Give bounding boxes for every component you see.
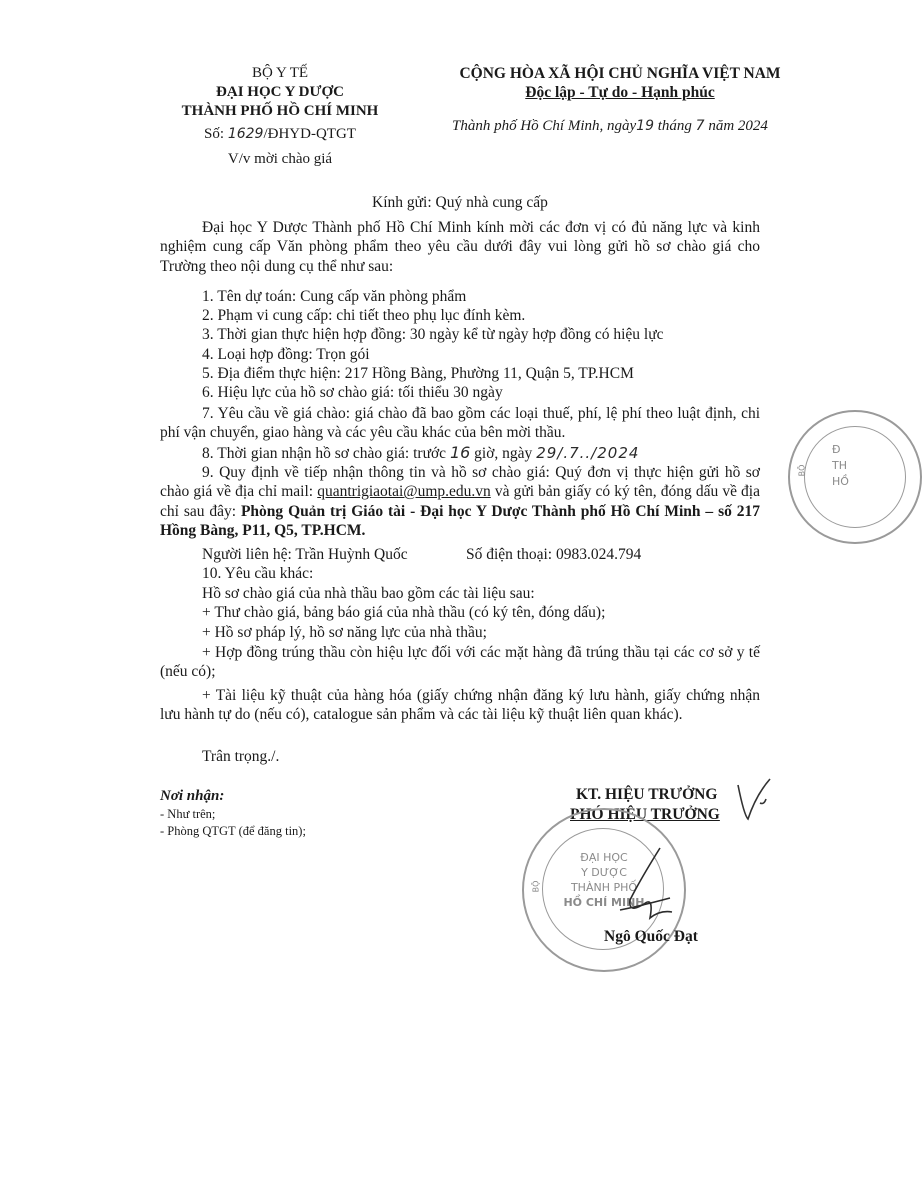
doc-number-prefix: Số: (204, 126, 225, 142)
item-6: 6. Hiệu lực của hồ sơ chào giá: tối thiểu 30 ngày (202, 384, 503, 401)
contact-person: Người liên hệ: Trần Huỳnh Quốc (202, 546, 408, 563)
university-city: THÀNH PHỐ HỒ CHÍ MINH (181, 103, 379, 119)
item-8-date-handwritten: 29/.7../2024 (536, 444, 640, 462)
item-9-text-a: 9. Quy định về tiếp nhận thông tin và hồ sơ chào giá: Quý đơn vị thực hiện gửi hồ sơ chào giá về địa chỉ mail: (160, 464, 760, 501)
delivery-address: Phòng Quản trị Giáo tài - Đại học Y Dược Thành phố Hồ Chí Minh – số 217 Hồng Bàng, P11, Q5, TP.HCM. (160, 502, 760, 539)
date-month-label: tháng (657, 118, 692, 134)
doc-requirement-3: + Hợp đồng trúng thầu còn hiệu lực đối với các mặt hàng đã trúng thầu tại các cơ sở y tế (nếu có); (160, 644, 760, 681)
doc-number-suffix: /ĐHYD-QTGT (263, 126, 356, 142)
signer-name: Ngô Quốc Đạt (604, 928, 698, 945)
nation-name: CỘNG HÒA XÃ HỘI CHỦ NGHĨA VIỆT NAM (459, 65, 781, 82)
contact-email-link[interactable]: quantrigiaotai@ump.edu.vn (317, 483, 491, 501)
doc-requirement-1: + Thư chào giá, bảng báo giá của nhà thầu (có ký tên, đóng dấu); (202, 604, 606, 621)
recipient-2: - Phòng QTGT (để đăng tin); (160, 824, 306, 838)
date-day-handwritten: 19 (636, 118, 654, 134)
closing-text: Trân trọng./. (202, 748, 280, 765)
page-seal-line-1: Đ (832, 443, 841, 456)
recipients-block (160, 788, 306, 839)
page-seal-partial (788, 410, 922, 544)
item-2: 2. Phạm vi cung cấp: chi tiết theo phụ lục đính kèm. (202, 307, 526, 324)
seal-line-2: Y DƯỢC (581, 866, 627, 879)
greeting: Kính gửi: Quý nhà cung cấp (372, 194, 548, 211)
issuer-block (150, 64, 410, 169)
university-name: ĐẠI HỌC Y DƯỢC (216, 84, 344, 100)
signature-title-2: PHÓ HIỆU TRƯỞNG (570, 806, 720, 823)
seal-line-1: ĐẠI HỌC (580, 851, 628, 864)
page-seal-line-3: HỒ (832, 475, 849, 488)
date-prefix: Thành phố Hồ Chí Minh, ngày (452, 118, 637, 134)
date-year: năm 2024 (708, 118, 768, 134)
doc-subject: V/v mời chào giá (227, 151, 333, 167)
recipients-title: Nơi nhận: (160, 788, 225, 804)
national-header (430, 64, 810, 102)
item-10: 10. Yêu cầu khác: (202, 565, 314, 582)
item-4: 4. Loại hợp đồng: Trọn gói (202, 346, 370, 363)
ministry-name: BỘ Y TẾ (251, 65, 309, 81)
item-9 (160, 463, 760, 540)
seal-line-4: HỒ CHÍ MINH (563, 896, 645, 909)
place-date (452, 118, 768, 135)
contact-phone: Số điện thoại: 0983.024.794 (466, 546, 642, 563)
recipient-1: - Như trên; (160, 807, 216, 821)
national-motto: Độc lập - Tự do - Hạnh phúc (525, 84, 715, 101)
item-8 (202, 443, 639, 463)
seal-line-3: THÀNH PHỐ (570, 881, 638, 894)
handwritten-signature (600, 840, 690, 930)
date-month-handwritten: 7 (695, 118, 705, 134)
item-3: 3. Thời gian thực hiện hợp đồng: 30 ngày kể từ ngày hợp đồng có hiệu lực (202, 326, 664, 343)
signature-initial-mark (730, 775, 790, 825)
item-8-hour-handwritten: 16 (449, 443, 471, 462)
doc-requirement-2: + Hồ sơ pháp lý, hồ sơ năng lực của nhà thầu; (202, 624, 487, 641)
doc-requirement-4: + Tài liệu kỹ thuật của hàng hóa (giấy chứng nhận đăng ký lưu hành, giấy chứng nhận lưu hành tự do (nếu có), catalogue sản phẩm và các tài liệu kỹ thuật liên quan khác). (160, 687, 760, 724)
page-seal-line-2: TH (832, 459, 847, 472)
item-7: 7. Yêu cầu về giá chào: giá chào đã bao gồm các loại thuế, phí, lệ phí theo luật định, chi phí vận chuyển, giao hàng và các yêu cầu khác của bên mời thầu. (160, 405, 760, 442)
item-5: 5. Địa điểm thực hiện: 217 Hồng Bàng, Phường 11, Quận 5, TP.HCM (202, 365, 634, 382)
item-9-text-b: và gửi bản giấy có ký tên, đóng dấu về địa chỉ sau đây: (160, 483, 760, 520)
page-seal-side-text: BỘ (797, 464, 807, 477)
item-8-prefix: 8. Thời gian nhận hồ sơ chào giá: trước (202, 445, 447, 462)
document-number (150, 125, 410, 144)
signature-title-1: KT. HIỆU TRƯỞNG (576, 786, 718, 803)
page-seal-text (832, 442, 849, 490)
intro-paragraph: Đại học Y Dược Thành phố Hồ Chí Minh kính mời các đơn vị có đủ năng lực và kinh nghiệm cung cấp Văn phòng phẩm theo yêu cầu dưới đây vui lòng gửi hồ sơ chào giá cho Trường theo nội dung cụ thể như sau: (160, 219, 760, 275)
doc-number-handwritten: 1629 (227, 126, 264, 142)
docs-intro: Hồ sơ chào giá của nhà thầu bao gồm các tài liệu sau: (202, 585, 535, 602)
item-8-mid: giờ, ngày (474, 445, 533, 462)
page-seal-inner-ring (804, 426, 906, 528)
seal-side-text: BỘ (531, 880, 541, 893)
item-1: 1. Tên dự toán: Cung cấp văn phòng phẩm (202, 288, 467, 305)
